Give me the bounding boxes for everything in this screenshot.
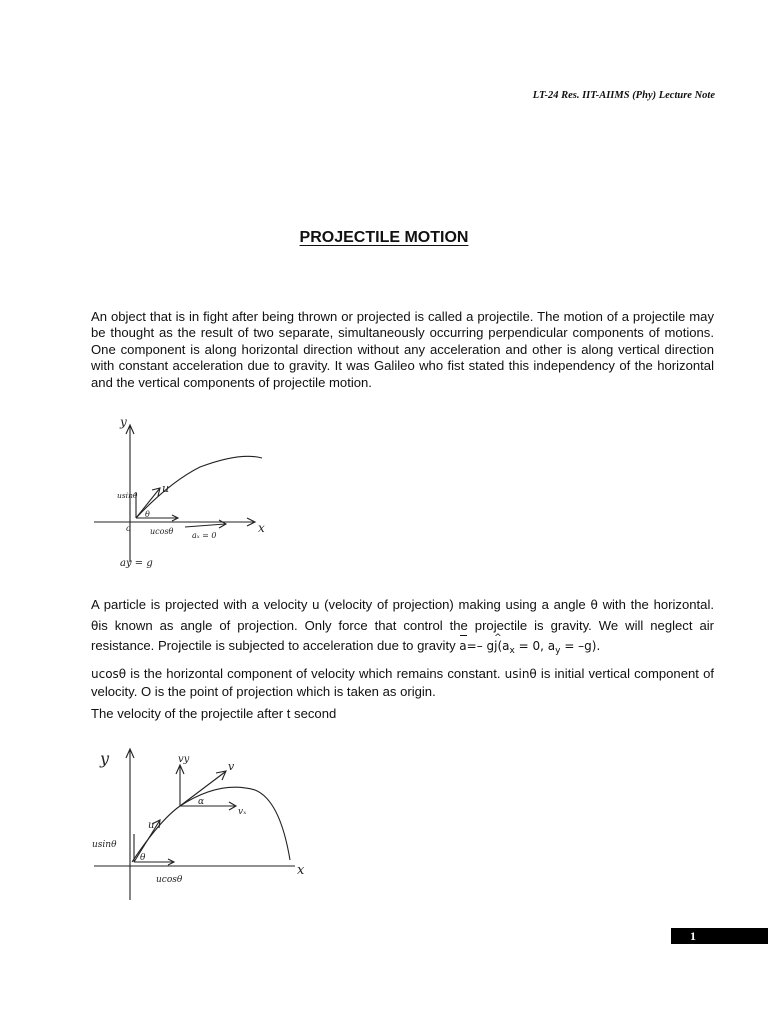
fig1-usin-label: usinθ <box>117 491 138 500</box>
fig2-vy-label: vy <box>178 754 190 765</box>
fig2-ucos-label: ucosθ <box>156 875 183 885</box>
particle-text-2: with the horizontal. <box>597 597 714 612</box>
particle-text-1: A particle is projected with a velocity u (velocity of projection) making using a angle <box>91 597 591 612</box>
fig2-alpha-label: α <box>198 797 205 807</box>
fig2-usin-label: usinθ <box>92 840 117 850</box>
fig1-ax-label: aₓ = 0 <box>192 531 217 540</box>
fig1-theta-label: θ <box>145 510 150 519</box>
fig2-x-label: x <box>297 863 305 878</box>
ucos-text: is the horizontal component of velocity which remains constant. <box>126 666 505 681</box>
velocity-after-text: The velocity of the projectile after t second <box>91 706 337 721</box>
fig2-trajectory <box>132 787 290 862</box>
intro-paragraph: An object that is in fight after being thrown or projected is called a projectile. The motion of a projectile may be thought as the result of two separate, simultaneously occurring perpendicular components of motions. One component is along horizontal direction without any acceleration and other is along vertical direction with constant acceleration due to gravity. It was Galileo who fist stated this independency of the horizontal and the vertical components of projectile motion. <box>91 309 714 390</box>
fig1-ax-arrow <box>185 524 225 527</box>
fig1-u-label: u <box>162 482 170 495</box>
paren-open: (a <box>497 639 510 653</box>
fig1-ucos-label: ucosθ <box>150 527 174 536</box>
fig1-origin-label: o <box>126 524 131 533</box>
theta-symbol-2: θ <box>91 618 99 633</box>
page-title <box>0 229 768 247</box>
fig1-ay-label: ay = g <box>120 558 153 569</box>
fig2-u-vector <box>134 820 160 862</box>
acceleration-vector: a <box>459 637 466 657</box>
fig2-y-label: y <box>100 749 110 768</box>
theta-symbol: θ <box>590 598 598 612</box>
ax-subscript: x <box>509 646 515 656</box>
page-number-bar <box>671 928 768 944</box>
ax-value: = 0, a <box>514 639 556 653</box>
fig2-vx-label: vₓ <box>238 807 247 817</box>
fig1-y-label: y <box>120 415 127 429</box>
ay-subscript: y <box>555 646 561 656</box>
particle-paragraph <box>91 595 714 662</box>
fig2-theta-label: θ <box>140 853 146 863</box>
fig2-u-label: u <box>148 820 155 831</box>
ucos-term: ucosθ <box>91 667 127 681</box>
fig1-x-label: x <box>258 521 265 535</box>
particle-text-3: is known as angle of projection. Only force that control the projectile is gravity. We will neglect air resistance. Projectile is subjected to acceleration due to gravity <box>91 617 714 653</box>
j-hat: ^ j <box>494 637 497 657</box>
header-note: LT-24 Res. IIT-AIIMS (Phy) Lecture Note <box>532 90 715 101</box>
acceleration-eq: =– g <box>466 639 495 653</box>
figure-velocity-components <box>90 740 315 905</box>
page-title-text: PROJECTILE MOTION <box>299 229 469 246</box>
fig2-v-label: v <box>228 760 235 773</box>
usin-text: is initial vertical component of velocity. O is the point of projection which is taken as origin. <box>91 666 714 699</box>
usin-term: usinθ <box>504 667 537 681</box>
page-number: 1 <box>690 929 696 943</box>
ay-value: = –g). <box>560 639 601 653</box>
figure-projectile-axes <box>90 412 270 572</box>
components-paragraph <box>91 665 714 701</box>
fig1-trajectory <box>136 456 262 518</box>
